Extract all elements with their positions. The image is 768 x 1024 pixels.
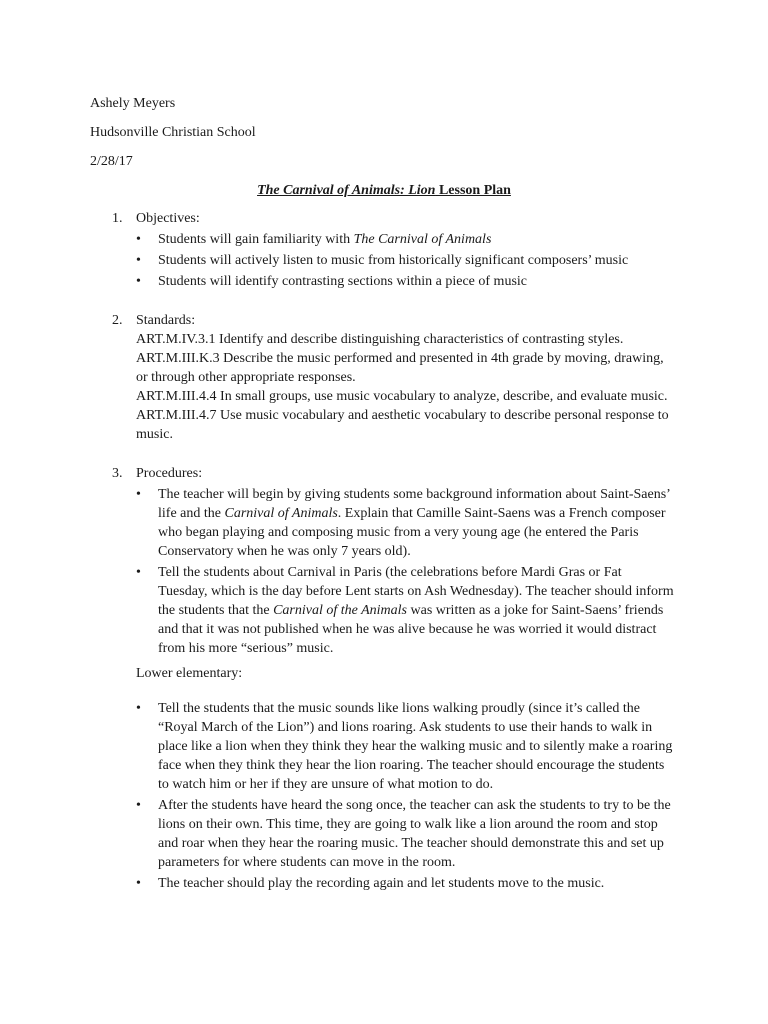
school-name: Hudsonville Christian School bbox=[90, 125, 256, 140]
item-text: Students will actively listen to music from historically significant composers’ music bbox=[158, 253, 629, 268]
item-text: Tell the students that the music sounds like lions walking proudly (since it’s called the “Royal March of the Lion”) and lions roaring. Ask students to use their hands to walk in place like a lion when they think they hear the walking music and to silently make a roaring face when they think they hear the lion roaring. The teacher should encourage the students to watch him or her if they are unsure of what motion to do. bbox=[158, 701, 673, 792]
section-number: 1. bbox=[112, 211, 123, 226]
item-italic-text: The Carnival of Animals bbox=[353, 232, 492, 247]
author-name: Ashely Meyers bbox=[90, 96, 176, 111]
section-heading: Procedures: bbox=[136, 466, 203, 481]
bullet-icon: • bbox=[136, 253, 141, 268]
list-item bbox=[90, 251, 678, 270]
section-heading: Standards: bbox=[136, 313, 196, 328]
title-plain: Lesson Plan bbox=[435, 183, 511, 198]
procedures-list bbox=[90, 485, 678, 658]
item-text: . Explain that Camille Saint-Saens was a French composer who began playing and composing music from a very young age (he entered the Paris Conservatory when he was only 7 years old). bbox=[158, 506, 666, 559]
item-text: Students will identify contrasting sections within a piece of music bbox=[158, 274, 527, 289]
item-text: After the students have heard the song once, the teacher can ask the students to try to be the lions on their own. This time, they are going to walk like a lion around the room and stop and roar when they hear the roaring music. The teacher should demonstrate this and set up parameters for where students can move in the room. bbox=[158, 798, 671, 870]
bullet-icon: • bbox=[136, 701, 141, 716]
item-italic-text: Carnival of the Animals bbox=[273, 603, 408, 618]
bullet-icon: • bbox=[136, 565, 141, 580]
list-item bbox=[90, 796, 678, 872]
procedures-section bbox=[90, 464, 678, 893]
bullet-icon: • bbox=[136, 274, 141, 289]
item-text: The teacher should play the recording again and let students move to the music. bbox=[158, 876, 605, 891]
document-date: 2/28/17 bbox=[90, 154, 133, 169]
objectives-section bbox=[90, 209, 678, 291]
standard-item: ART.M.IV.3.1 Identify and describe distinguishing characteristics of contrasting styles. bbox=[136, 332, 624, 347]
bullet-icon: • bbox=[136, 876, 141, 891]
list-item bbox=[90, 485, 678, 561]
item-italic-text: Carnival of Animals bbox=[224, 506, 338, 521]
lower-elementary-heading: Lower elementary: bbox=[136, 666, 243, 681]
item-text: The teacher will begin by giving students some background information about Saint-Saens’ life and the bbox=[158, 487, 670, 521]
list-item bbox=[90, 272, 678, 291]
standard-item: ART.M.III.4.4 In small groups, use music vocabulary to analyze, describe, and evaluate music. bbox=[136, 389, 668, 404]
document-title bbox=[90, 181, 678, 200]
list-item bbox=[90, 230, 678, 249]
list-item bbox=[90, 874, 678, 893]
list-item bbox=[90, 563, 678, 658]
bullet-icon: • bbox=[136, 487, 141, 502]
item-text: Tell the students about Carnival in Paris (the celebrations before Mardi Gras or Fat Tuesday, which is the day before Lent starts on Ash Wednesday). The teacher should inform the students that the bbox=[158, 565, 674, 618]
section-number: 3. bbox=[112, 466, 123, 481]
bullet-icon: • bbox=[136, 232, 141, 247]
list-item bbox=[90, 699, 678, 794]
standards-section bbox=[90, 311, 678, 444]
standard-item: ART.M.III.4.7 Use music vocabulary and aesthetic vocabulary to describe personal response to music. bbox=[136, 408, 669, 442]
lower-elementary-list bbox=[90, 699, 678, 893]
section-number: 2. bbox=[112, 313, 123, 328]
objectives-list bbox=[90, 230, 678, 291]
standard-item: ART.M.III.K.3 Describe the music performed and presented in 4th grade by moving, drawing, or through other appropriate responses. bbox=[136, 351, 664, 385]
title-italic: The Carnival of Animals: Lion bbox=[257, 183, 436, 198]
section-heading: Objectives: bbox=[136, 211, 200, 226]
bullet-icon: • bbox=[136, 798, 141, 813]
item-text: Students will gain familiarity with bbox=[158, 232, 354, 247]
item-text: was written as a joke for Saint-Saens’ friends and that it was not published when he was alive because he was worried it would distract from his more “serious” music. bbox=[158, 603, 664, 656]
